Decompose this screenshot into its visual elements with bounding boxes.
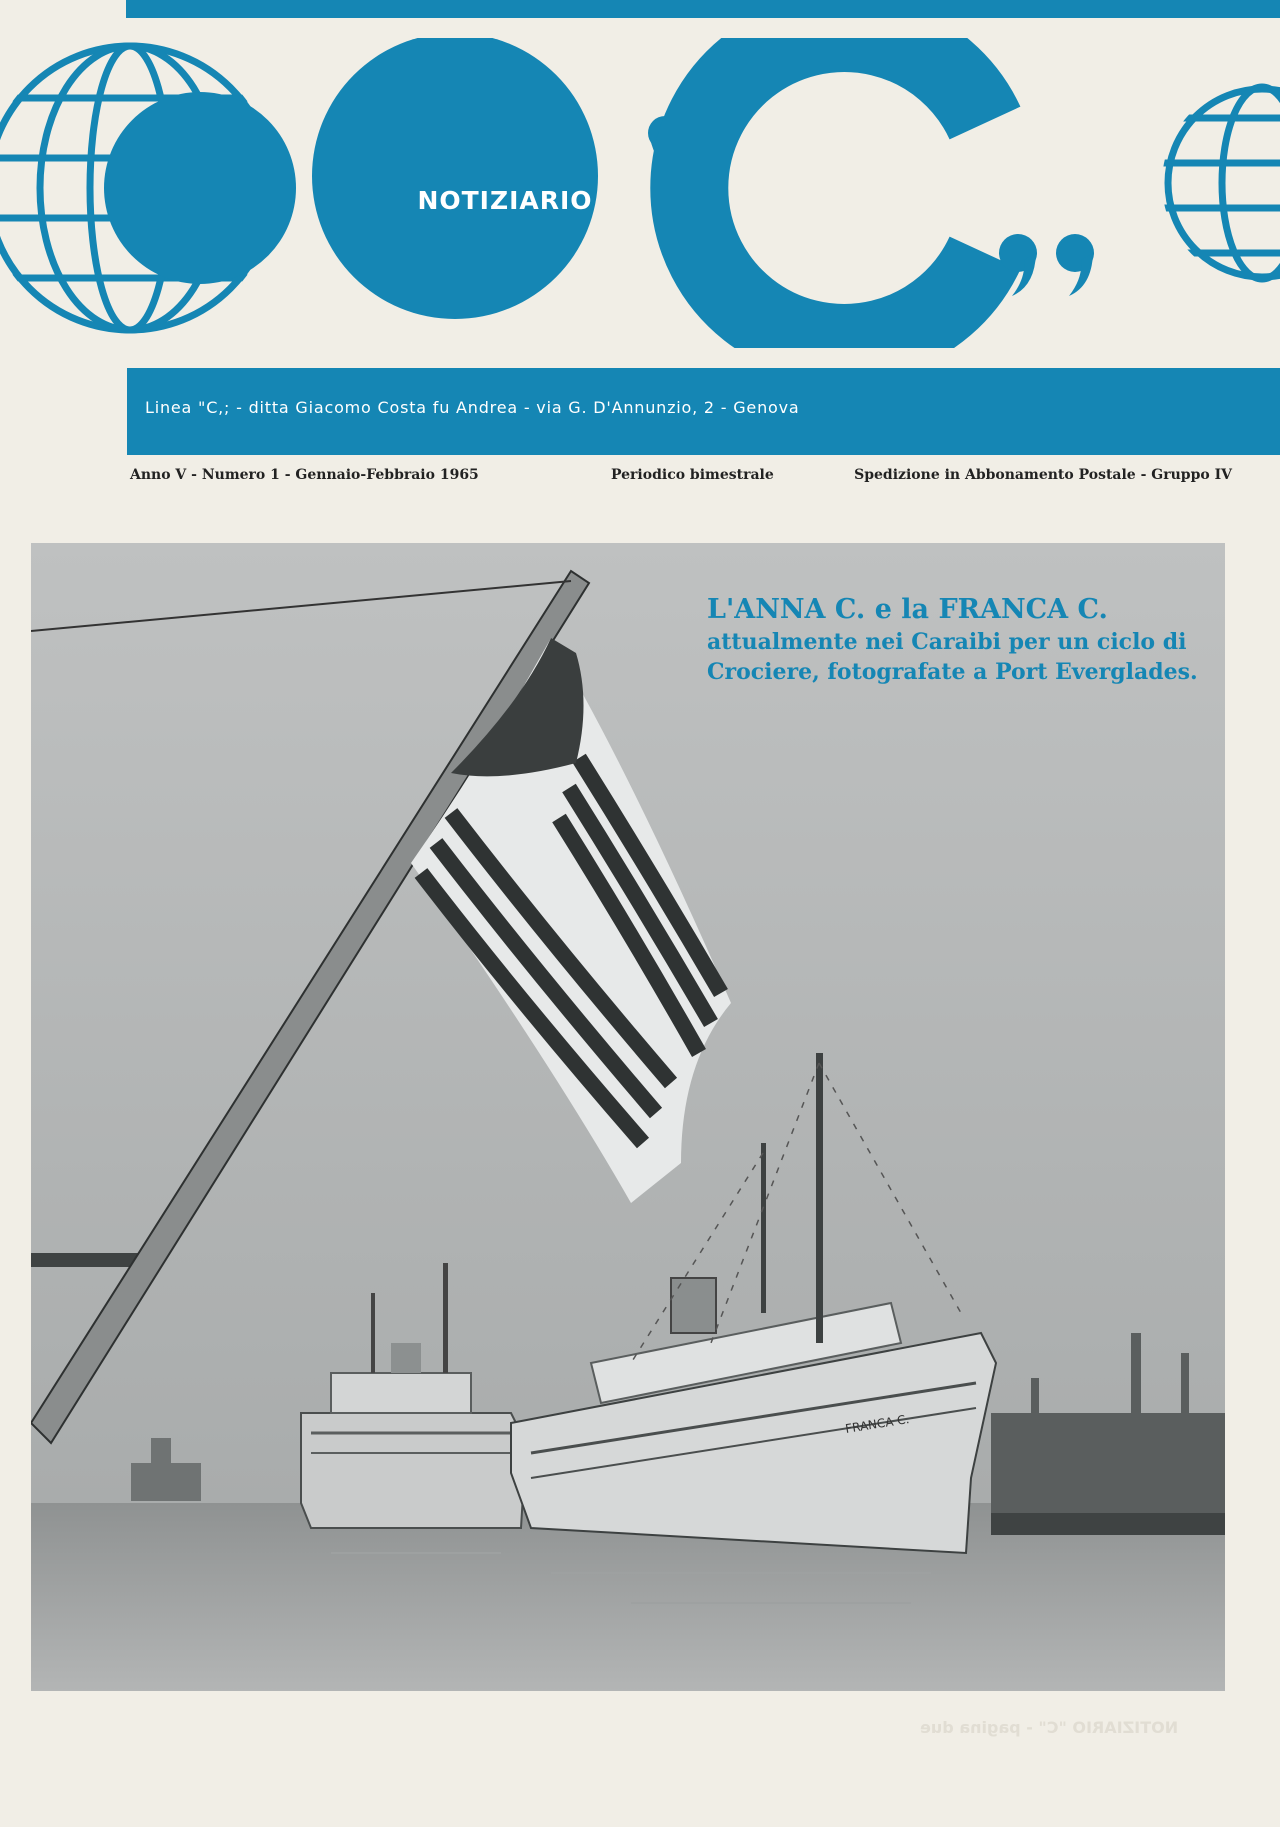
right-globe-icon <box>1160 87 1280 279</box>
brand-letter-c <box>689 38 985 343</box>
show-through-footer: NOTIZIARIO "C" - pagina due <box>920 1718 1179 1737</box>
publisher-band <box>127 368 1280 455</box>
left-globe-icon <box>0 46 296 330</box>
top-bar <box>126 0 1280 18</box>
issue-number: Anno V - Numero 1 - Gennaio-Febbraio 1965 <box>130 467 479 483</box>
masthead-logo <box>0 38 1280 348</box>
harbor-scene-illustration <box>31 543 1225 1691</box>
publisher-address: Linea "C,; - ditta Giacomo Costa fu Andrea - via G. D'Annunzio, 2 - Genova <box>145 398 800 417</box>
caption-body: attualmente nei Caraibi per un ciclo di Crociere, fotografate a Port Everglades. <box>707 629 1198 685</box>
dock-rail <box>31 1253 141 1267</box>
postal-info: Spedizione in Abbonamento Postale - Gruppo IV <box>854 467 1232 483</box>
photo-caption <box>707 593 1207 687</box>
cover-photo <box>31 543 1225 1691</box>
periodicity: Periodico bimestrale <box>611 467 774 483</box>
close-quote-icon <box>999 234 1094 296</box>
notiziario-disc <box>312 38 598 319</box>
caption-title: L'ANNA C. e la FRANCA C. <box>707 594 1108 625</box>
notiziario-label: NOTIZIARIO <box>417 186 593 215</box>
ship-hull-name: FRANCA C. <box>844 1412 911 1436</box>
